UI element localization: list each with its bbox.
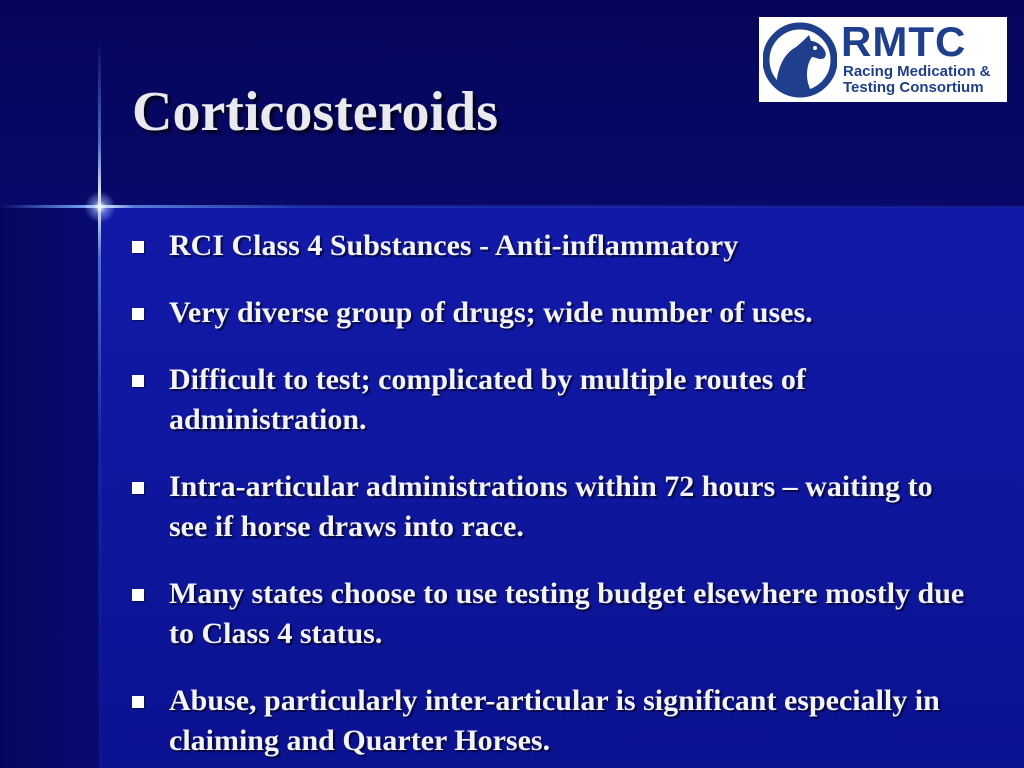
bullet-text: Intra-articular administrations within 72 hours – waiting to see if horse draws into race.	[169, 470, 933, 543]
logo-wordmark: RMTC	[841, 18, 967, 65]
square-bullet-icon	[132, 482, 144, 494]
bullet-text: Abuse, particularly inter-articular is significant especially in claiming and Quarter Horses.	[169, 684, 940, 757]
rmtc-logo	[759, 17, 1007, 102]
slide-title: Corticosteroids	[132, 81, 498, 143]
horse-head-icon	[763, 21, 837, 98]
logo-subtitle-line-2: Testing Consortium	[843, 79, 984, 96]
square-bullet-icon	[132, 241, 144, 253]
square-bullet-icon	[132, 589, 144, 601]
bullet-item	[132, 467, 972, 547]
square-bullet-icon	[132, 696, 144, 708]
logo-subtitle-line-1: Racing Medication &	[843, 63, 991, 80]
vertical-glow-line	[98, 40, 101, 768]
bullet-text: Many states choose to use testing budget elsewhere mostly due to Class 4 status.	[169, 577, 965, 650]
square-bullet-icon	[132, 375, 144, 387]
bullet-item	[132, 293, 972, 333]
bullet-item	[132, 681, 972, 761]
bullet-item	[132, 574, 972, 654]
bullet-item	[132, 226, 972, 266]
left-column-band	[0, 207, 100, 768]
horizontal-glow-line	[0, 205, 1024, 208]
bullet-text: Difficult to test; complicated by multiple routes of administration.	[169, 363, 806, 436]
glow-star-icon	[84, 191, 116, 223]
bullet-text: Very diverse group of drugs; wide number of uses.	[169, 296, 813, 329]
bullet-list	[132, 226, 972, 768]
bullet-item	[132, 360, 972, 440]
bullet-text: RCI Class 4 Substances - Anti-inflammatory	[169, 229, 739, 262]
square-bullet-icon	[132, 308, 144, 320]
